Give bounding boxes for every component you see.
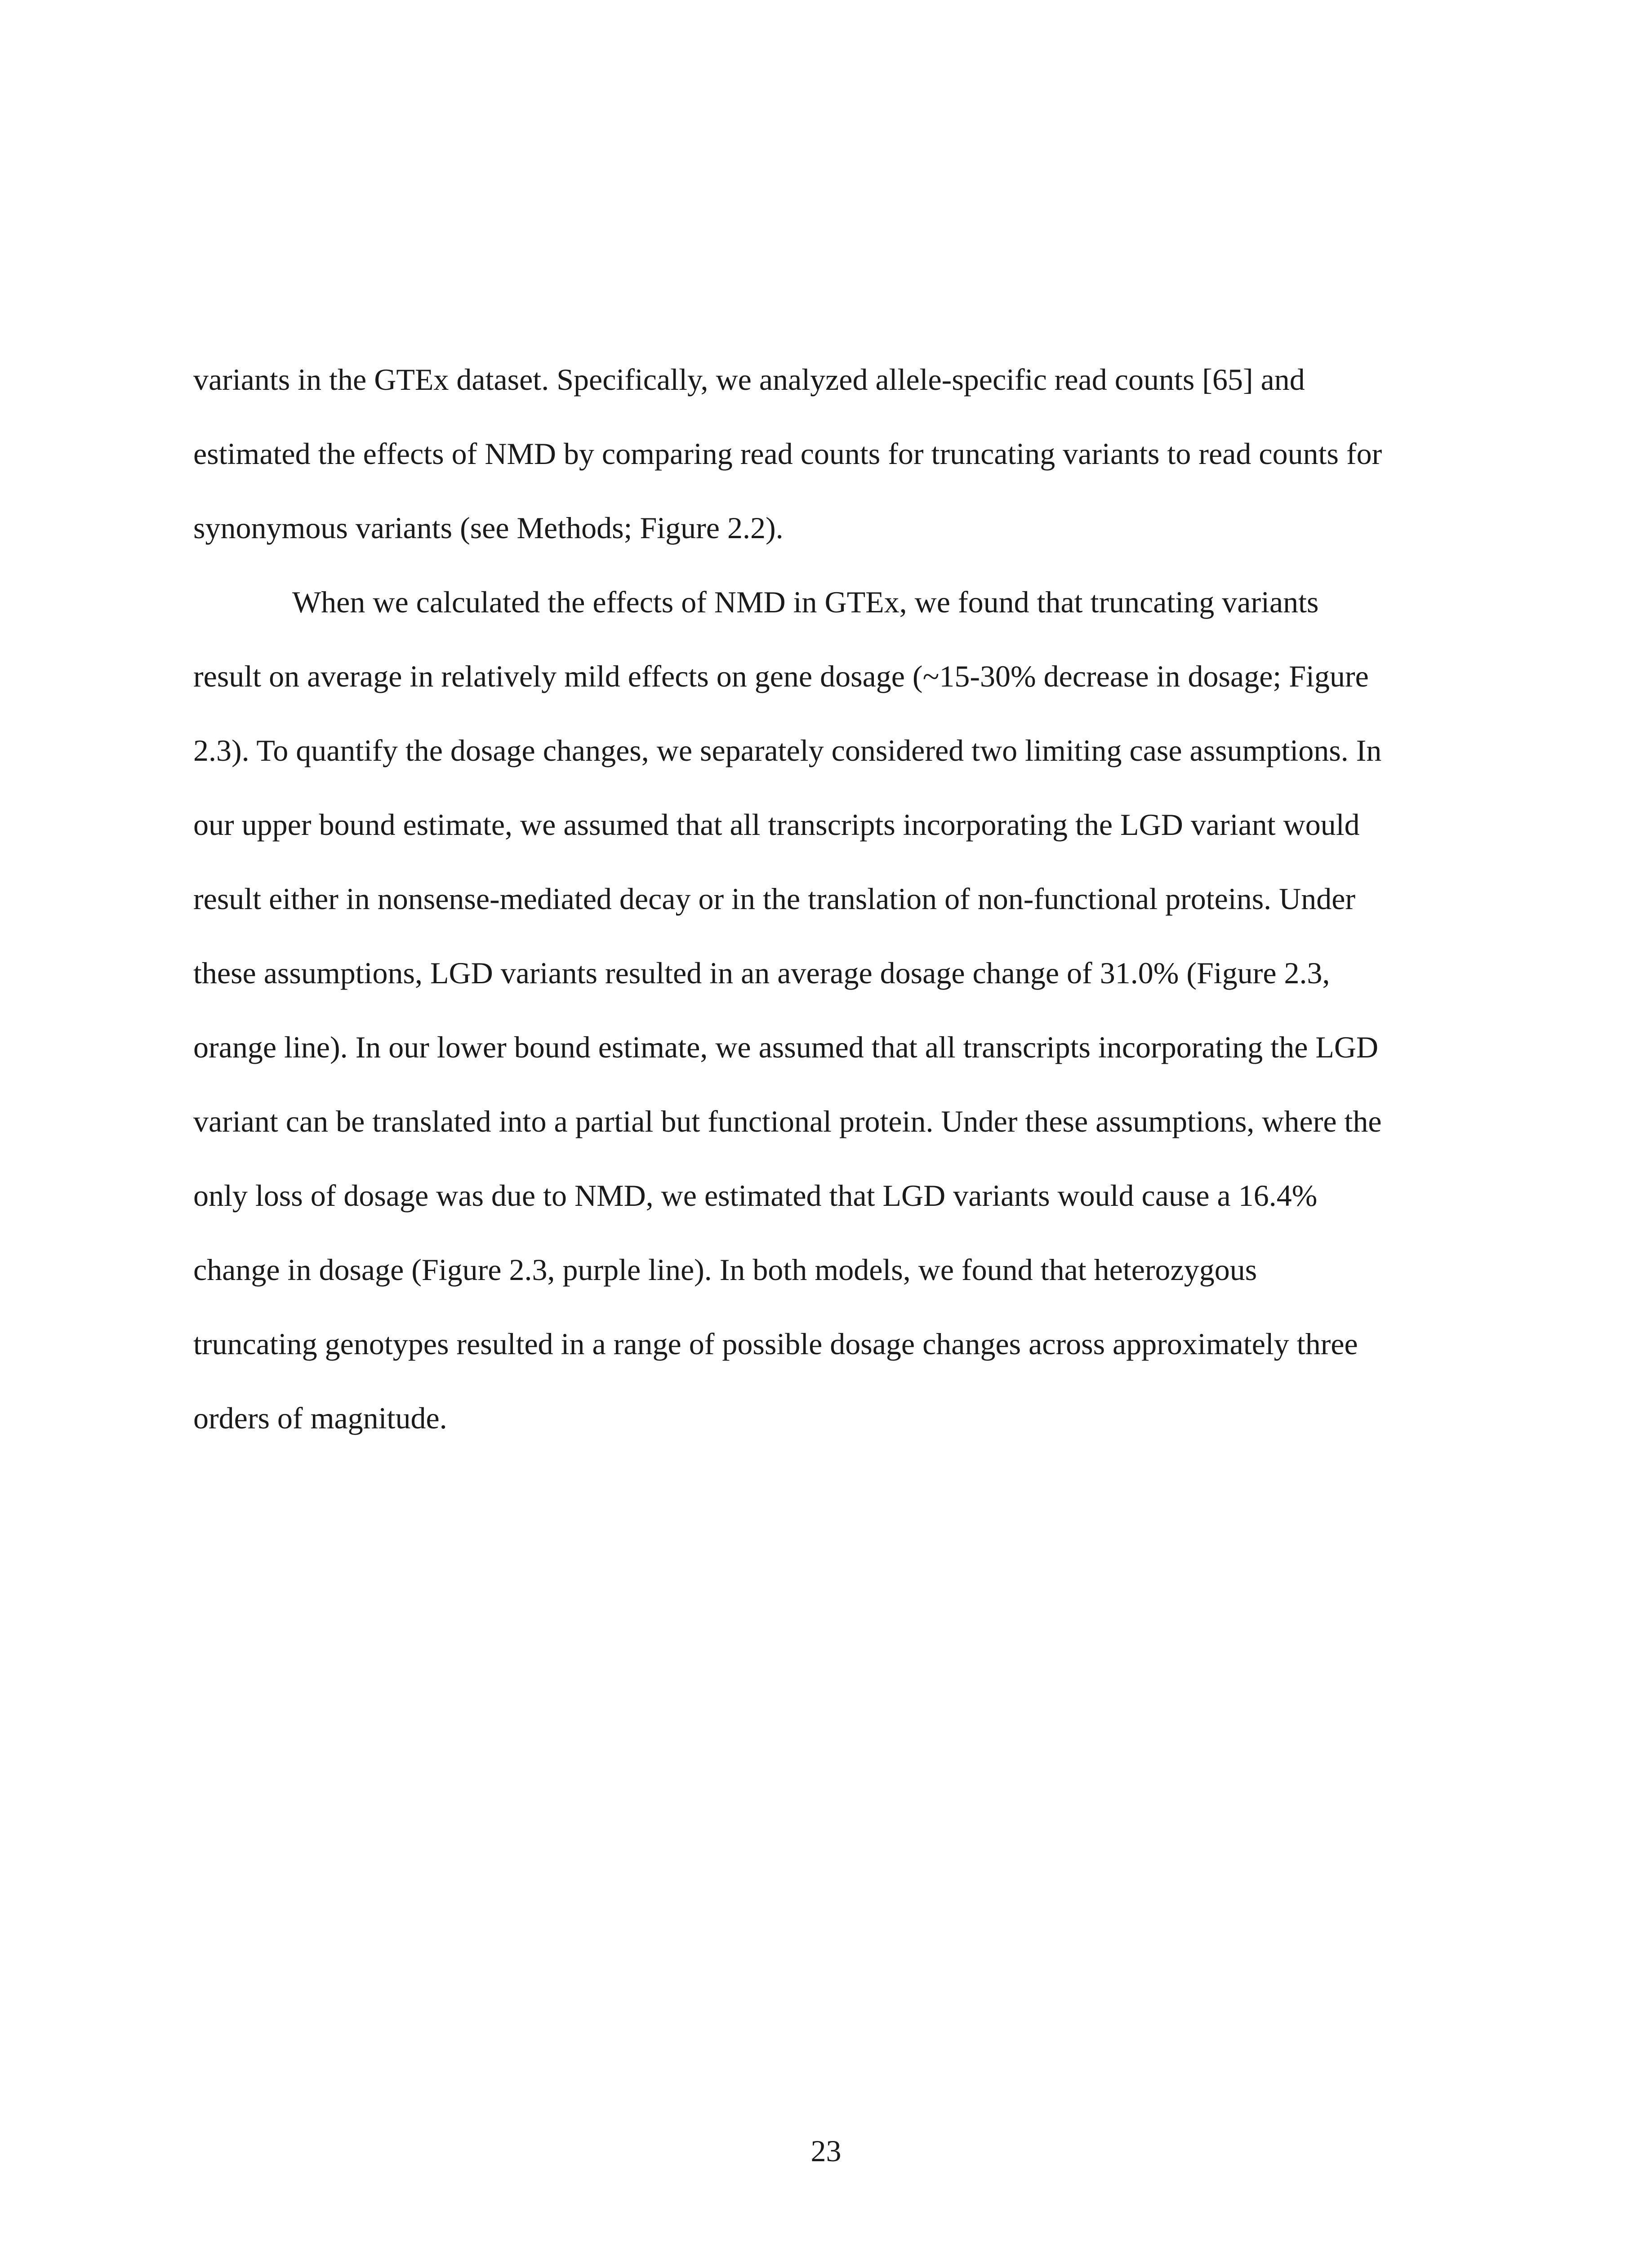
paragraph-2-line-2: result on average in relatively mild effects on gene dosage (~15-30% decrease in dosage; Figure (193, 659, 1369, 693)
paragraph-1-line-2: estimated the effects of NMD by comparing read counts for truncating variants to read counts for (193, 437, 1382, 471)
paragraph-2-line-9: only loss of dosage was due to NMD, we estimated that LGD variants would cause a 16.4% (193, 1178, 1318, 1213)
paragraph-1-line-1: variants in the GTEx dataset. Specifically, we analyzed allele-specific read counts [65] and (193, 362, 1305, 397)
paragraph-2-line-7: orange line). In our lower bound estimate, we assumed that all transcripts incorporating the LGD (193, 1030, 1379, 1064)
paragraph-2-line-4: our upper bound estimate, we assumed that all transcripts incorporating the LGD variant would (193, 807, 1360, 842)
paragraph-2-line-10: change in dosage (Figure 2.3, purple line). In both models, we found that heterozygous (193, 1253, 1257, 1287)
paragraph-2-line-6: these assumptions, LGD variants resulted in an average dosage change of 31.0% (Figure 2.3, (193, 956, 1330, 990)
paragraph-1-line-3: synonymous variants (see Methods; Figure 2.2). (193, 511, 784, 545)
page-number: 23 (810, 2134, 842, 2168)
paragraph-2-line-11: truncating genotypes resulted in a range of possible dosage changes across approximately three (193, 1327, 1358, 1361)
paragraph-2-line-8: variant can be translated into a partial but functional protein. Under these assumptions, where the (193, 1104, 1382, 1138)
paragraph-2-line-1: When we calculated the effects of NMD in GTEx, we found that truncating variants (292, 585, 1319, 619)
paragraph-2-line-5: result either in nonsense-mediated decay or in the translation of non-functional proteins. Under (193, 882, 1356, 916)
paragraph-2-line-3: 2.3). To quantify the dosage changes, we separately considered two limiting case assumptions. In (193, 733, 1382, 767)
paragraph-2-line-12: orders of magnitude. (193, 1401, 447, 1435)
